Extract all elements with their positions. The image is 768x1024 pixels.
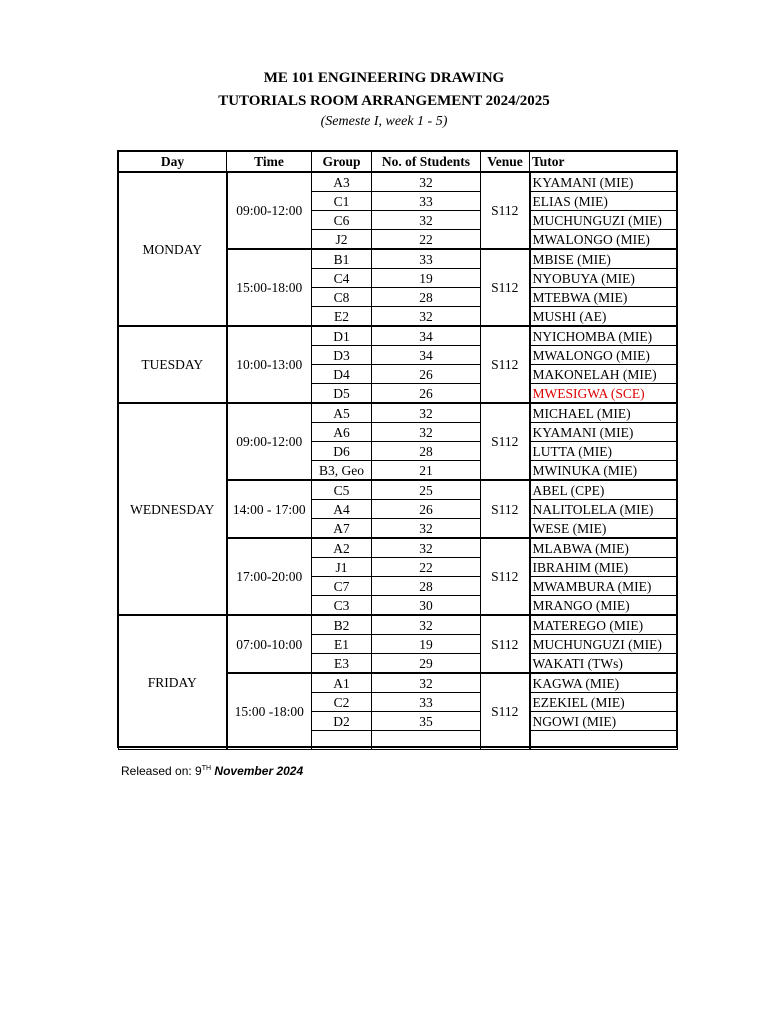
students-cell: 22 (372, 558, 481, 577)
students-cell: 26 (372, 365, 481, 384)
group-cell: C4 (312, 269, 372, 288)
tutor-cell: EZEKIEL (MIE) (530, 693, 678, 712)
group-cell: E1 (312, 635, 372, 654)
group-cell: D3 (312, 346, 372, 365)
time-cell: 14:00 - 17:00 (227, 480, 312, 538)
time-cell: 15:00 -18:00 (227, 673, 312, 750)
venue-cell: S112 (481, 673, 530, 750)
students-cell: 19 (372, 635, 481, 654)
students-cell: 33 (372, 192, 481, 211)
time-cell: 10:00-13:00 (227, 326, 312, 403)
group-cell: A5 (312, 403, 372, 423)
tutor-cell: NYOBUYA (MIE) (530, 269, 678, 288)
tutor-cell (530, 731, 678, 750)
tutor-cell: WESE (MIE) (530, 519, 678, 539)
students-cell: 34 (372, 346, 481, 365)
release-prefix: Released on: 9 (121, 764, 202, 778)
students-cell: 34 (372, 326, 481, 346)
group-cell: C1 (312, 192, 372, 211)
group-cell: D4 (312, 365, 372, 384)
tutor-cell: MWAMBURA (MIE) (530, 577, 678, 596)
col-header-students: No. of Students (372, 152, 481, 173)
group-cell: A6 (312, 423, 372, 442)
tutor-cell: WAKATI (TWs) (530, 654, 678, 674)
day-cell: WEDNESDAY (119, 403, 227, 615)
group-cell: A1 (312, 673, 372, 693)
group-cell: C6 (312, 211, 372, 230)
venue-cell: S112 (481, 615, 530, 673)
students-cell: 32 (372, 673, 481, 693)
students-cell: 32 (372, 615, 481, 635)
group-cell: E2 (312, 307, 372, 327)
tutor-cell: MAKONELAH (MIE) (530, 365, 678, 384)
time-cell: 09:00-12:00 (227, 403, 312, 480)
students-cell: 32 (372, 538, 481, 558)
group-cell: D2 (312, 712, 372, 731)
group-cell: C8 (312, 288, 372, 307)
venue-cell: S112 (481, 403, 530, 480)
tutor-cell: MUCHUNGUZI (MIE) (530, 635, 678, 654)
tutor-cell: ELIAS (MIE) (530, 192, 678, 211)
group-cell: A3 (312, 172, 372, 192)
tutor-cell: NGOWI (MIE) (530, 712, 678, 731)
group-cell: A4 (312, 500, 372, 519)
table-row (119, 172, 678, 192)
tutor-cell: ABEL (CPE) (530, 480, 678, 500)
tutor-cell: MUCHUNGUZI (MIE) (530, 211, 678, 230)
students-cell: 32 (372, 519, 481, 539)
group-cell: B3, Geo (312, 461, 372, 481)
tutor-cell: MRANGO (MIE) (530, 596, 678, 616)
document-title-line1: ME 101 ENGINEERING DRAWING (263, 70, 505, 86)
schedule-table (118, 151, 678, 750)
group-cell: C5 (312, 480, 372, 500)
table-row (119, 615, 678, 635)
release-note (121, 764, 303, 778)
time-cell: 17:00-20:00 (227, 538, 312, 615)
col-header-tutor: Tutor (530, 152, 678, 173)
col-header-time: Time (227, 152, 312, 173)
tutor-cell: KAGWA (MIE) (530, 673, 678, 693)
tutor-cell: MLABWA (MIE) (530, 538, 678, 558)
release-superscript: TH (201, 765, 212, 772)
students-cell: 35 (372, 712, 481, 731)
students-cell: 32 (372, 307, 481, 327)
students-cell: 33 (372, 249, 481, 269)
day-cell: MONDAY (119, 172, 227, 326)
tutor-cell: NALITOLELA (MIE) (530, 500, 678, 519)
students-cell: 28 (372, 442, 481, 461)
group-cell: A2 (312, 538, 372, 558)
table-row (119, 326, 678, 346)
tutor-cell: NYICHOMBA (MIE) (530, 326, 678, 346)
group-cell: C3 (312, 596, 372, 616)
col-header-venue: Venue (481, 152, 530, 173)
tutor-cell: LUTTA (MIE) (530, 442, 678, 461)
time-cell: 15:00-18:00 (227, 249, 312, 326)
group-cell: C7 (312, 577, 372, 596)
group-cell: C2 (312, 693, 372, 712)
group-cell: D5 (312, 384, 372, 404)
students-cell: 32 (372, 211, 481, 230)
students-cell: 21 (372, 461, 481, 481)
day-cell: FRIDAY (119, 615, 227, 750)
group-cell: J2 (312, 230, 372, 250)
day-cell: TUESDAY (119, 326, 227, 403)
students-cell: 29 (372, 654, 481, 674)
tutor-cell: MBISE (MIE) (530, 249, 678, 269)
venue-cell: S112 (481, 249, 530, 326)
document-title-line2: TUTORIALS ROOM ARRANGEMENT 2024/2025 (218, 93, 550, 109)
tutor-cell: KYAMANI (MIE) (530, 423, 678, 442)
col-header-group: Group (312, 152, 372, 173)
group-cell: D6 (312, 442, 372, 461)
venue-cell: S112 (481, 480, 530, 538)
students-cell: 32 (372, 403, 481, 423)
students-cell: 28 (372, 577, 481, 596)
students-cell: 25 (372, 480, 481, 500)
group-cell: B2 (312, 615, 372, 635)
group-cell: E3 (312, 654, 372, 674)
students-cell (372, 731, 481, 750)
tutor-cell: MWESIGWA (SCE) (530, 384, 678, 404)
students-cell: 32 (372, 172, 481, 192)
col-header-day: Day (119, 152, 227, 173)
students-cell: 26 (372, 384, 481, 404)
group-cell: B1 (312, 249, 372, 269)
tutor-cell: MWALONGO (MIE) (530, 230, 678, 250)
tutor-cell: IBRAHIM (MIE) (530, 558, 678, 577)
release-date: November 2024 (214, 764, 304, 778)
group-cell (312, 731, 372, 750)
time-cell: 07:00-10:00 (227, 615, 312, 673)
tutor-cell: MUSHI (AE) (530, 307, 678, 327)
tutor-cell: MATEREGO (MIE) (530, 615, 678, 635)
table-header-row (119, 152, 678, 173)
students-cell: 28 (372, 288, 481, 307)
tutor-cell: MWALONGO (MIE) (530, 346, 678, 365)
tutor-cell: KYAMANI (MIE) (530, 172, 678, 192)
students-cell: 32 (372, 423, 481, 442)
group-cell: J1 (312, 558, 372, 577)
venue-cell: S112 (481, 172, 530, 249)
students-cell: 22 (372, 230, 481, 250)
students-cell: 30 (372, 596, 481, 616)
students-cell: 19 (372, 269, 481, 288)
venue-cell: S112 (481, 326, 530, 403)
tutor-cell: MTEBWA (MIE) (530, 288, 678, 307)
schedule-body (119, 172, 678, 750)
time-cell: 09:00-12:00 (227, 172, 312, 249)
venue-cell: S112 (481, 538, 530, 615)
group-cell: A7 (312, 519, 372, 539)
students-cell: 33 (372, 693, 481, 712)
table-row (119, 403, 678, 423)
tutor-cell: MWINUKA (MIE) (530, 461, 678, 481)
group-cell: D1 (312, 326, 372, 346)
tutor-cell: MICHAEL (MIE) (530, 403, 678, 423)
students-cell: 26 (372, 500, 481, 519)
document-subtitle: (Semeste I, week 1 - 5) (320, 114, 448, 129)
